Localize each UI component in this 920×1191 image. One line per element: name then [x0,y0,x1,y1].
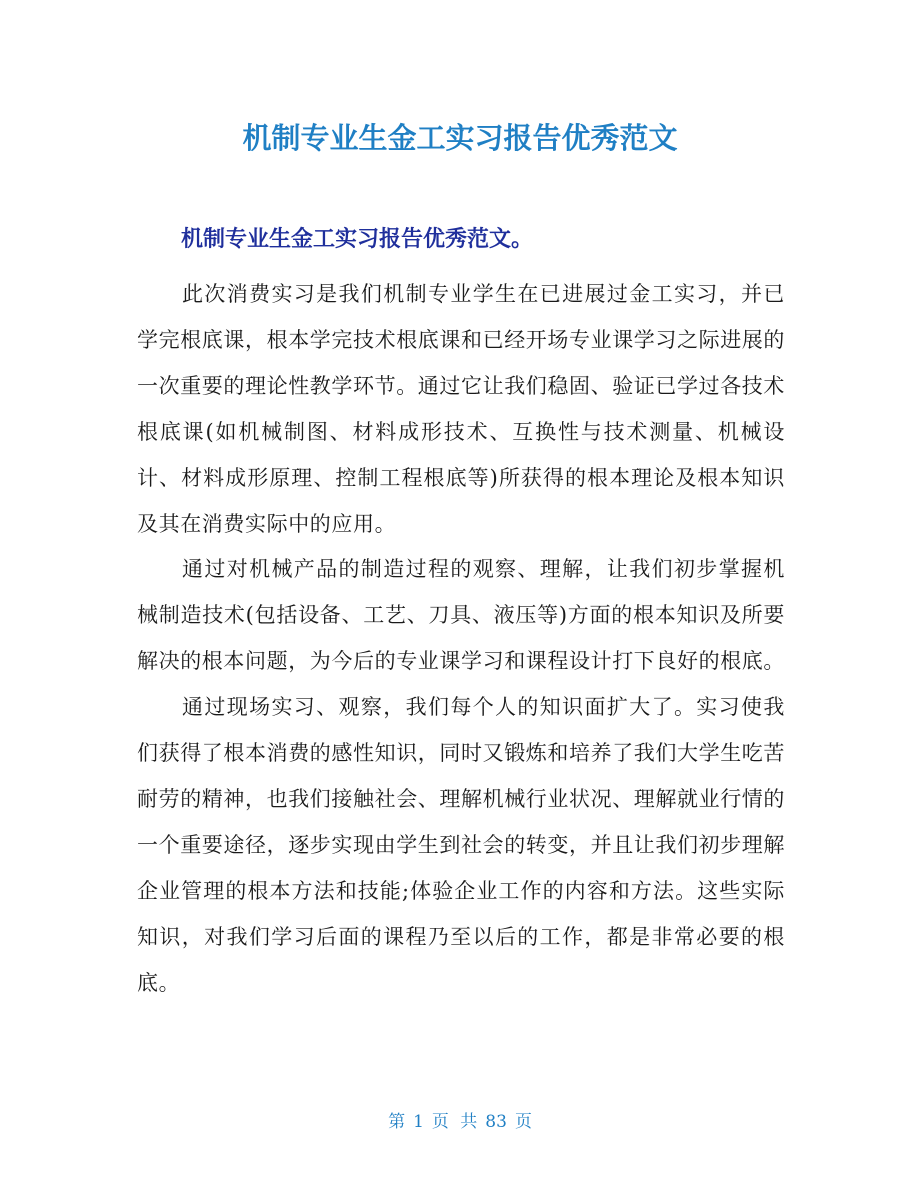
footer-suffix: 页 [514,1112,532,1132]
paragraph-2: 通过对机械产品的制造过程的观察、理解，让我们初步掌握机械制造技术(包括设备、工艺、刀具、液压等)方面的根本知识及所要解决的根本问题，为今后的专业课学习和课程设计打下良好的根底。 [137,557,785,674]
footer-prefix: 第 [388,1112,406,1132]
document-body [137,272,785,1007]
footer-page-number: 1 [413,1112,424,1132]
paragraph-1: 此次消费实习是我们机制专业学生在已进展过金工实习，并已学完根底课，根本学完技术根底课和已经开场专业课学习之际进展的一次重要的理论性教学环节。通过它让我们稳固、验证已学过各技术根底课(如机械制图、材料成形技术、互换性与技术测量、机械设计、材料成形原理、控制工程根底等)所获得的根本理论及根本知识及其在消费实际中的应用。 [137,282,785,536]
page-footer [0,1110,920,1134]
document-title: 机制专业生金工实习报告优秀范文 [242,121,678,155]
paragraph-3: 通过现场实习、观察，我们每个人的知识面扩大了。实习使我们获得了根本消费的感性知识，同时又锻炼和培养了我们大学生吃苦耐劳的精神，也我们接触社会、理解机械行业状况、理解就业行情的一个重要途径，逐步实现由学生到社会的转变，并且让我们初步理解企业管理的根本方法和技能;体验企业工作的内容和方法。这些实际知识，对我们学习后面的课程乃至以后的工作，都是非常必要的根底。 [137,695,785,995]
document-subheading: 机制专业生金工实习报告优秀范文。 [181,227,534,252]
footer-middle: 页 共 [431,1112,478,1132]
footer-total-pages: 83 [485,1112,507,1132]
